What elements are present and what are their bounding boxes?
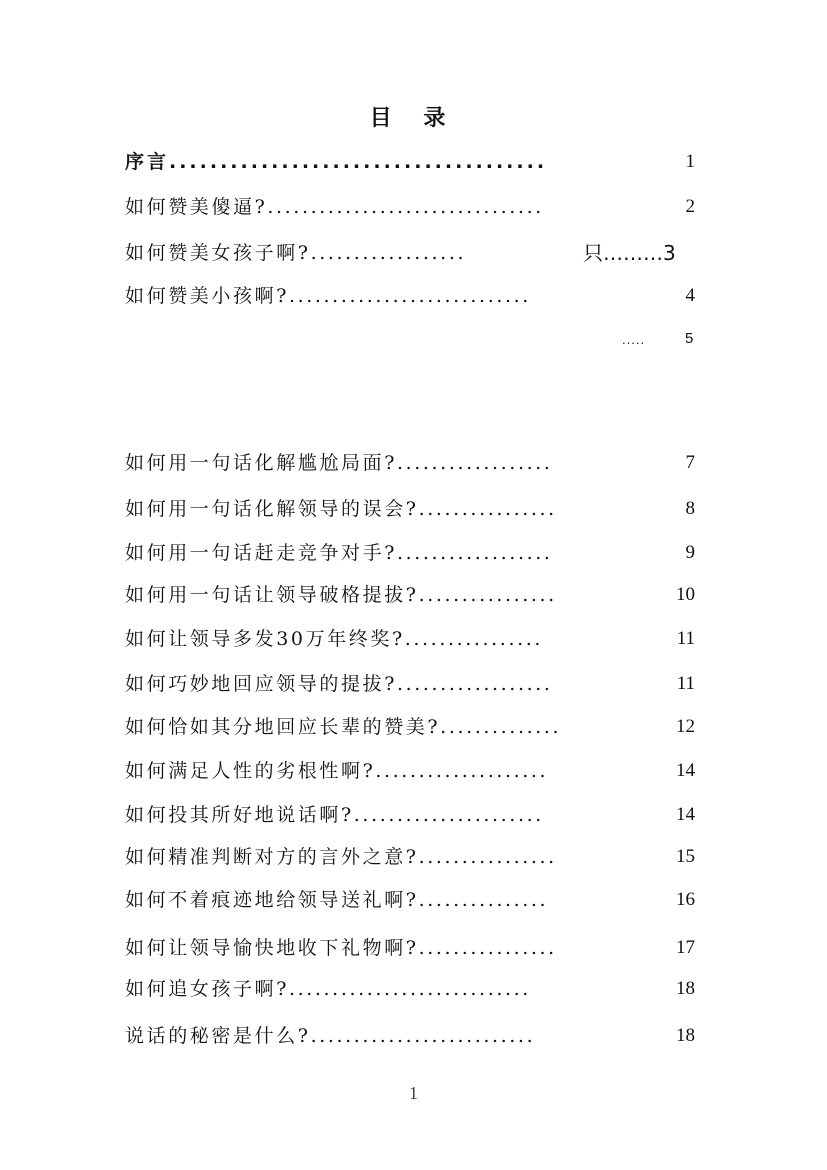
toc-entry-page: 10 — [676, 584, 695, 605]
toc-entry-page: 18 — [676, 1025, 695, 1046]
toc-entry-text: 如何巧妙地回应领导的提拔?.................. — [125, 673, 553, 695]
toc-entry[interactable] — [125, 842, 695, 872]
toc-entry-text: 如何赞美小孩啊?............................ — [125, 285, 531, 307]
toc-entry-text: 如何不着痕迹地给领导送礼啊?............... — [125, 889, 549, 911]
toc-entry-page: 15 — [676, 846, 695, 867]
page-title: 目 录 — [369, 106, 458, 131]
overlay-line: 只………3 — [583, 241, 676, 265]
toc-entry-page: 7 — [685, 452, 695, 473]
toc-entry-text: 如何用一句话赶走竞争对手?.................. — [125, 542, 553, 564]
toc-entry[interactable] — [125, 1021, 695, 1051]
toc-entry-text: 如何用一句话化解尴尬局面?.................. — [125, 452, 553, 474]
toc-entry-page: 1 — [685, 151, 695, 172]
toc-entry-text: 如何用一句话化解领导的误会?................ — [125, 498, 557, 520]
toc-entry[interactable] — [125, 933, 695, 963]
toc-entry-page: 12 — [676, 716, 695, 737]
toc-entry[interactable] — [125, 885, 695, 915]
toc-entry-text: 如何让领导愉快地收下礼物啊?................ — [125, 937, 557, 959]
toc-entry-page: 17 — [676, 937, 695, 958]
toc-entry-text: 如何赞美女孩子啊?.................. — [125, 242, 467, 264]
toc-entry[interactable] — [125, 192, 695, 222]
toc-entry[interactable] — [125, 538, 695, 568]
toc-entry-text: 如何追女孩子啊?............................ — [125, 978, 531, 1000]
toc-entry-text: 如何让领导多发30万年终奖?................ — [125, 628, 543, 650]
toc-entry-text: 如何投其所好地说话啊?...................... — [125, 804, 544, 826]
toc-entry-page: 16 — [676, 889, 695, 910]
toc-entry[interactable] — [125, 712, 695, 742]
toc-entry-page: 11 — [676, 673, 695, 694]
toc-entry-page: 11 — [676, 628, 695, 649]
stray-dots: ..... — [622, 332, 646, 347]
toc-entry-page: 4 — [685, 285, 695, 306]
toc-entry-text: 序言..................................... — [125, 151, 548, 173]
toc-entry-text: 如何赞美傻逼?................................ — [125, 196, 544, 218]
toc-entry[interactable] — [125, 756, 695, 786]
toc-entry[interactable] — [125, 494, 695, 524]
toc-entry[interactable] — [125, 147, 695, 177]
footer-page-number: 1 — [409, 1083, 418, 1103]
toc-entry-page: 2 — [685, 196, 695, 217]
toc-entry-text: 如何恰如其分地回应长辈的赞美?.............. — [125, 716, 562, 738]
toc-entry[interactable] — [125, 580, 695, 610]
toc-entry[interactable] — [125, 974, 695, 1004]
toc-entry[interactable] — [125, 624, 695, 654]
toc-entry[interactable] — [125, 281, 695, 311]
toc-entry[interactable] — [125, 448, 695, 478]
toc-entry-page: 14 — [676, 760, 695, 781]
toc-entry-page: 18 — [676, 978, 695, 999]
stray-page-number: 5 — [685, 330, 694, 347]
toc-entry-text: 说话的秘密是什么?.......................... — [125, 1025, 536, 1047]
toc-entry[interactable] — [125, 669, 695, 699]
toc-entry-text: 如何用一句话让领导破格提拔?................ — [125, 584, 557, 606]
toc-entry-page: 9 — [685, 542, 695, 563]
toc-entry-text: 如何满足人性的劣根性啊?.................... — [125, 760, 549, 782]
toc-entry-text: 如何精准判断对方的言外之意?................ — [125, 846, 557, 868]
toc-entry[interactable] — [125, 800, 695, 830]
toc-entry-page: 8 — [685, 498, 695, 519]
toc-entry-page: 14 — [676, 804, 695, 825]
